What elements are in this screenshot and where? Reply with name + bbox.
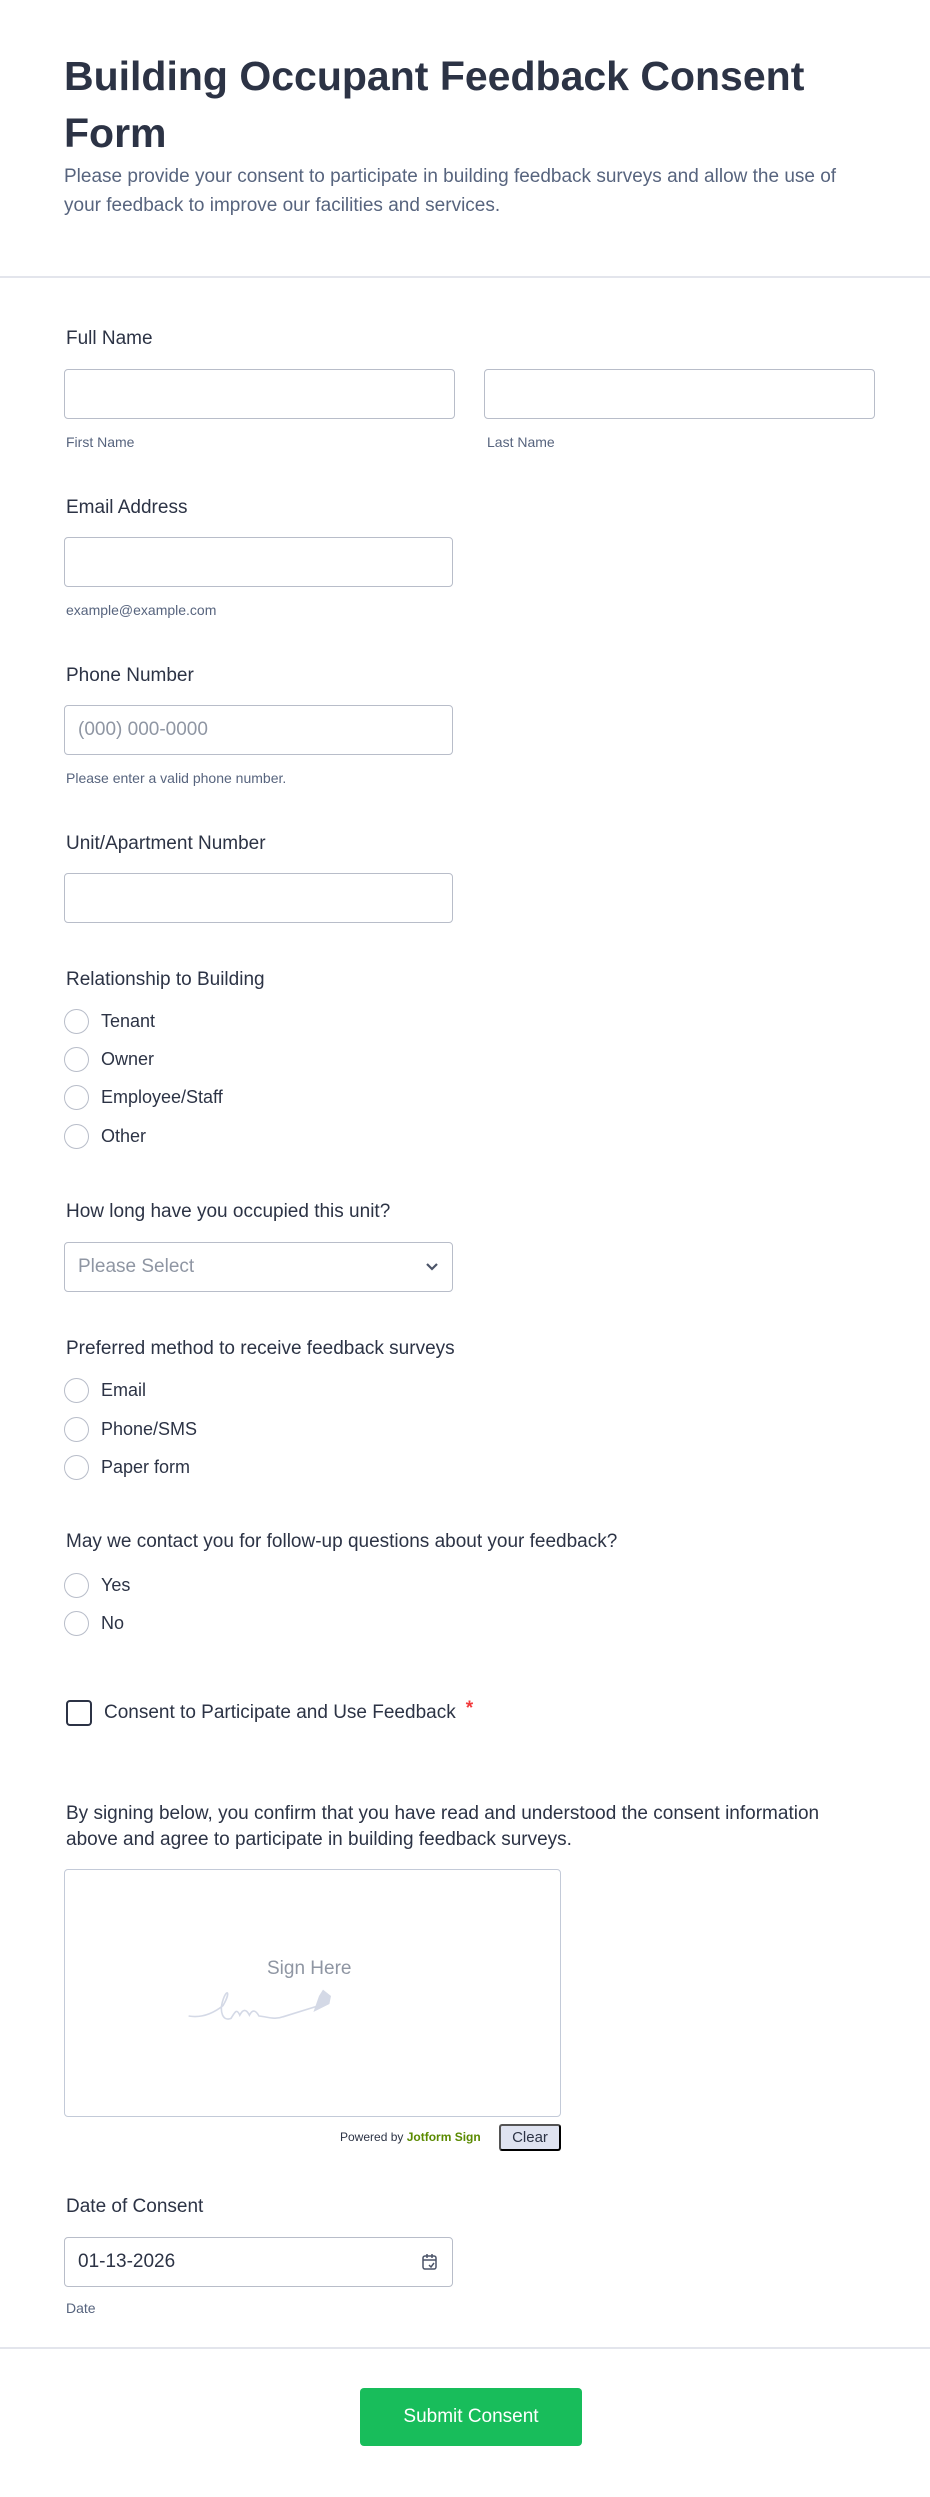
- phone-input[interactable]: [64, 705, 453, 755]
- signature-scribble-icon: [169, 1988, 349, 2028]
- required-asterisk: *: [465, 1698, 474, 1719]
- chevron-down-icon: [425, 1262, 439, 1272]
- radio-no[interactable]: [64, 1611, 124, 1636]
- date-label: Date of Consent: [66, 2196, 204, 2217]
- method-label: Preferred method to receive feedback surveys: [66, 1338, 455, 1359]
- consent-checkbox[interactable]: [66, 1700, 92, 1726]
- radio-label: Paper form: [101, 1457, 191, 1477]
- clear-signature-button[interactable]: Clear: [499, 2124, 561, 2151]
- radio-circle[interactable]: [64, 1378, 89, 1403]
- radio-label: Phone/SMS: [101, 1419, 198, 1439]
- date-input[interactable]: [64, 2237, 453, 2287]
- relationship-label: Relationship to Building: [66, 969, 265, 990]
- submit-button[interactable]: Submit Consent: [360, 2388, 582, 2446]
- email-label: Email Address: [66, 497, 188, 518]
- form-description: Please provide your consent to participate in building feedback surveys and allow the use of your feedback to improve our facilities and services.: [64, 166, 837, 216]
- radio-circle[interactable]: [64, 1573, 89, 1598]
- radio-label: No: [101, 1613, 125, 1633]
- followup-label: May we contact you for follow-up questions about your feedback?: [66, 1531, 618, 1552]
- radio-label: Other: [101, 1126, 147, 1146]
- radio-paper-form[interactable]: [64, 1455, 190, 1480]
- last-name-sublabel: Last Name: [487, 434, 555, 450]
- radio-label: Tenant: [101, 1011, 156, 1031]
- full-name-label: Full Name: [66, 328, 153, 349]
- sign-here-text: Sign Here: [267, 1958, 352, 1979]
- footer-divider: [0, 2347, 930, 2349]
- header-divider: [0, 276, 930, 278]
- phone-placeholder: (000) 000-0000: [78, 719, 208, 740]
- duration-select[interactable]: [64, 1242, 453, 1292]
- radio-circle[interactable]: [64, 1124, 89, 1149]
- consent-label: Consent to Participate and Use Feedback: [104, 1702, 456, 1723]
- first-name-sublabel: First Name: [66, 434, 135, 450]
- radio-yes[interactable]: [64, 1573, 130, 1598]
- radio-other[interactable]: [64, 1124, 146, 1149]
- date-value: 01-13-2026: [78, 2251, 176, 2272]
- email-sublabel: example@example.com: [66, 602, 217, 618]
- date-sublabel: Date: [66, 2300, 96, 2316]
- radio-label: Owner: [101, 1049, 155, 1069]
- radio-circle[interactable]: [64, 1009, 89, 1034]
- radio-owner[interactable]: [64, 1047, 154, 1072]
- radio-label: Yes: [101, 1575, 131, 1595]
- email-input[interactable]: [64, 537, 453, 587]
- radio-label: Email: [101, 1380, 147, 1400]
- radio-circle[interactable]: [64, 1085, 89, 1110]
- radio-circle[interactable]: [64, 1047, 89, 1072]
- signature-pad[interactable]: [64, 1869, 561, 2117]
- jotform-sign-brand: Jotform Sign: [406, 2130, 481, 2144]
- powered-by: [340, 2130, 481, 2144]
- consent-checkbox-row[interactable]: [66, 1700, 473, 1726]
- radio-phone-sms[interactable]: [64, 1417, 197, 1442]
- select-value: Please Select: [78, 1256, 195, 1277]
- radio-tenant[interactable]: [64, 1009, 155, 1034]
- phone-label: Phone Number: [66, 665, 194, 686]
- unit-input[interactable]: [64, 873, 453, 923]
- radio-email[interactable]: [64, 1378, 146, 1403]
- duration-label: How long have you occupied this unit?: [66, 1201, 391, 1222]
- radio-circle[interactable]: [64, 1417, 89, 1442]
- last-name-input[interactable]: [484, 369, 875, 419]
- powered-by-text: Powered by: [340, 2130, 404, 2144]
- form-title: Building Occupant Feedback Consent Form: [64, 53, 805, 156]
- radio-circle[interactable]: [64, 1455, 89, 1480]
- radio-employee-staff[interactable]: [64, 1085, 223, 1110]
- phone-sublabel: Please enter a valid phone number.: [66, 770, 287, 786]
- unit-label: Unit/Apartment Number: [66, 833, 266, 854]
- first-name-input[interactable]: [64, 369, 455, 419]
- signature-label: By signing below, you confirm that you have read and understood the consent information above and agree to participate in building feedback surveys.: [66, 1803, 820, 1850]
- calendar-icon[interactable]: [421, 2253, 439, 2271]
- radio-label: Employee/Staff: [101, 1087, 223, 1107]
- radio-circle[interactable]: [64, 1611, 89, 1636]
